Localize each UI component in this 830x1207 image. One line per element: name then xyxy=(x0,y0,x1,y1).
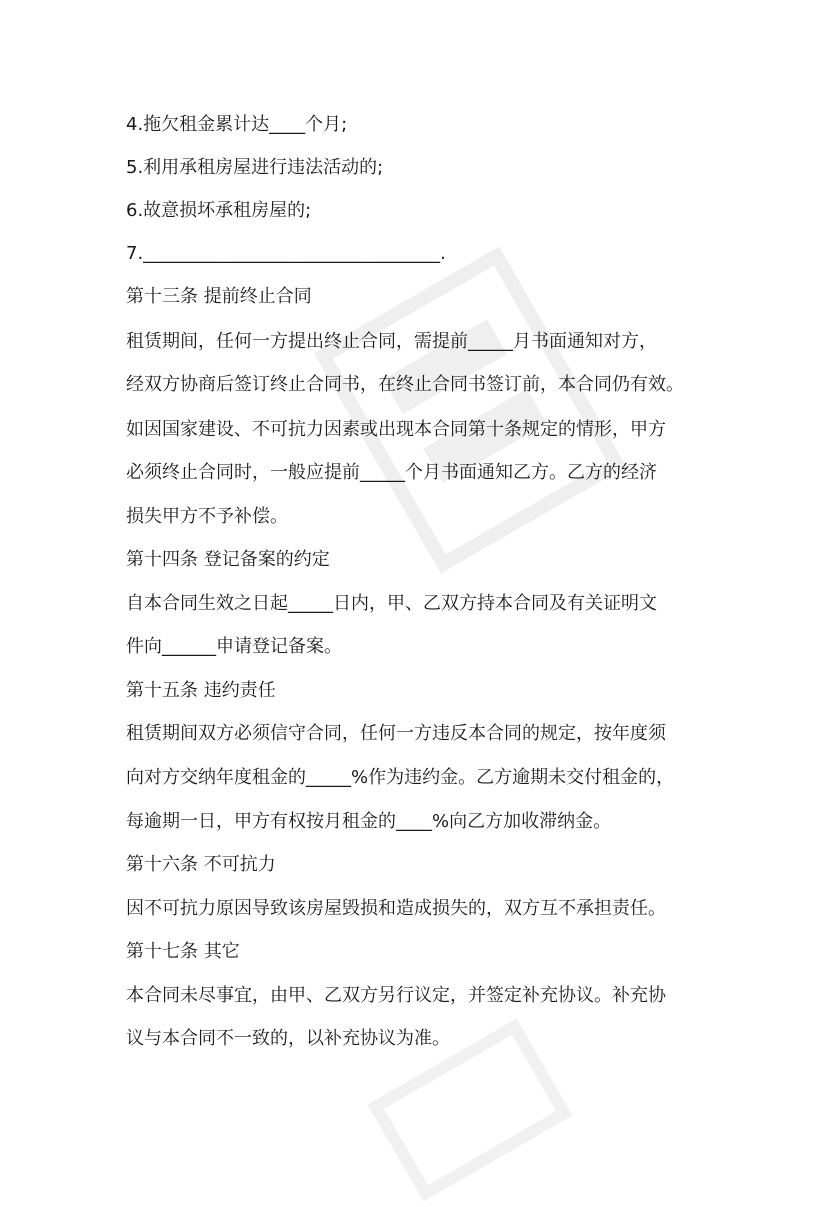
article-14-heading: 第十四条 登记备案的约定 xyxy=(126,549,330,570)
paragraph-line: 向对方交纳年度租金的_____%作为违约金。乙方逾期未交付租金的， xyxy=(126,767,675,788)
paragraph-line: 因不可抗力原因导致该房屋毁损和造成损失的，双方互不承担责任。 xyxy=(126,898,666,919)
paragraph-line: 议与本合同不一致的，以补充协议为准。 xyxy=(126,1028,450,1049)
article-16-heading: 第十六条 不可抗力 xyxy=(126,854,276,875)
paragraph-line: 损失甲方不予补偿。 xyxy=(126,506,288,527)
paragraph-line: 每逾期一日，甲方有权按月租金的____%向乙方加收滞纳金。 xyxy=(126,811,612,832)
paragraph-line: 件向______申请登记备案。 xyxy=(126,636,342,657)
paragraph-line: 如因国家建设、不可抗力因素或出现本合同第十条规定的情形，甲方 xyxy=(126,419,666,440)
paragraph-line: 本合同未尽事宜，由甲、乙双方另行议定，并签定补充协议。补充协 xyxy=(126,985,666,1006)
paragraph-line: 自本合同生效之日起_____日内，甲、乙双方持本合同及有关证明文 xyxy=(126,593,657,614)
paragraph-line: 必须终止合同时，一般应提前_____个月书面通知乙方。乙方的经济 xyxy=(126,462,657,483)
paragraph-line: 租赁期间双方必须信守合同，任何一方违反本合同的规定，按年度须 xyxy=(126,723,666,744)
clause-item-5: 5.利用承租房屋进行违法活动的; xyxy=(126,157,384,178)
article-13-heading: 第十三条 提前终止合同 xyxy=(126,286,312,307)
paragraph-line: 经双方协商后签订终止合同书，在终止合同书签订前，本合同仍有效。 xyxy=(126,374,684,395)
clause-item-4: 4.拖欠租金累计达____个月; xyxy=(126,114,348,135)
clause-item-7: 7._________________________________. xyxy=(126,243,446,264)
paragraph-line: 租赁期间，任何一方提出终止合同，需提前_____月书面通知对方， xyxy=(126,331,657,352)
article-15-heading: 第十五条 违约责任 xyxy=(126,680,276,701)
clause-item-6: 6.故意损坏承租房屋的; xyxy=(126,200,312,221)
article-17-heading: 第十七条 其它 xyxy=(126,941,240,962)
